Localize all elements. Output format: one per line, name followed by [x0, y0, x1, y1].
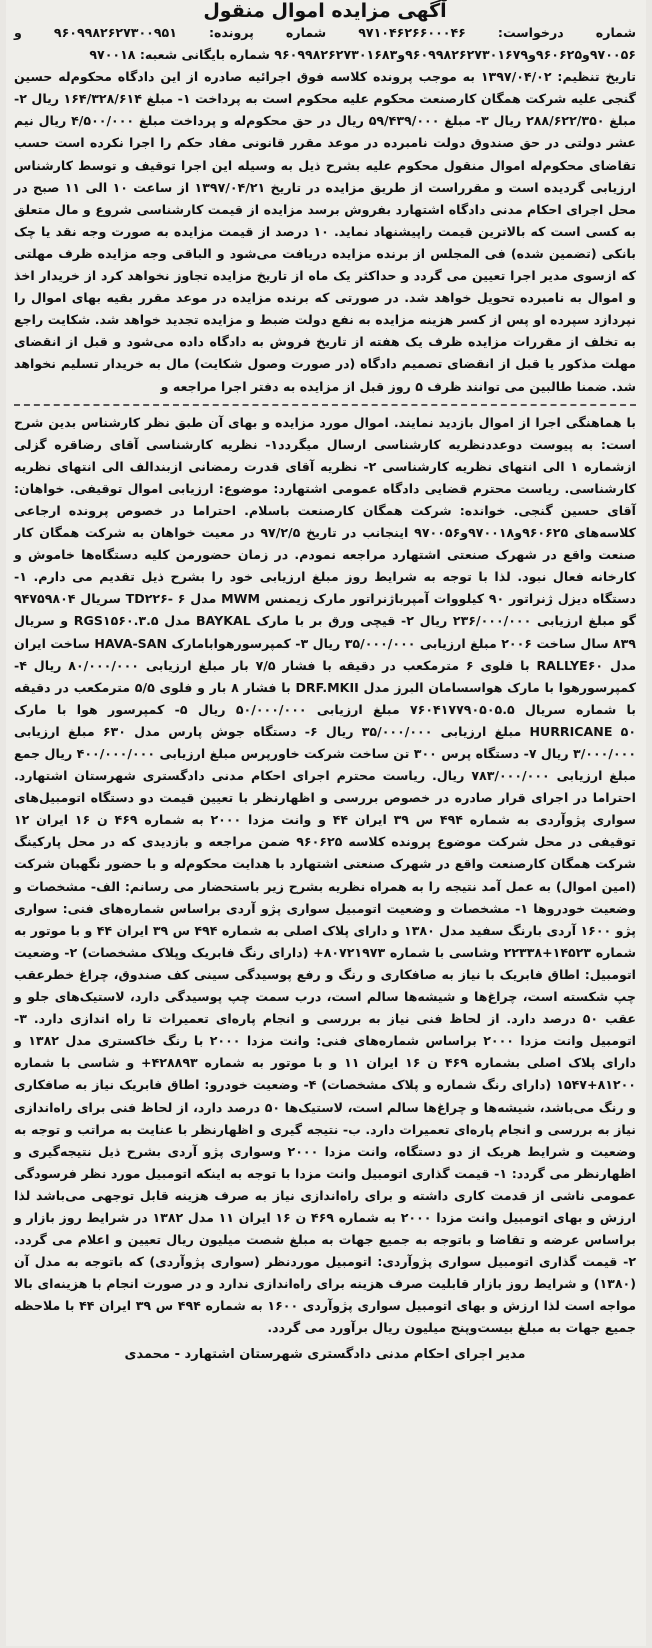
signature-line: مدیر اجرای احکام مدنی دادگستری شهرستان اشتهارد - محمدی — [124, 1346, 526, 1362]
notice-body-top — [14, 22, 636, 398]
case-number-line: شماره درخواست: ۹۷۱۰۴۶۲۶۶۰۰۰۴۶ شماره پرونده: ۹۶۰۹۹۸۲۶۲۷۳۰۰۹۵۱ و ۹۷۰۰۵۶و۹۶۰۶۲۵و۹۶۰۹۹۸۲۶۲۷۳۰۱۶۷۹و۹۶۰۹۹۸۲۶۲۷۳۰۱۶۸۳ شماره بایگانی شعبه: ۹۷۰۰۱۸ — [14, 25, 636, 63]
notice-sheet — [6, 0, 646, 1646]
expert-appraisal-paragraph: با هماهنگی اجرا از اموال بازدید نمایند. اموال مورد مزایده و بهای آن طبق نظر کارشناس بدین شرح است: به پیوست دوعددنظریه کارشناسی ارسال میگردد۱- نظریه کارشناسی آقای رضاقره گزلی ازشماره ۱ الی انتهای نظریه کارشناسی ۲- نظریه آقای قدرت رمضانی ازبندالف الی انتهای نظریه کارشناسی. ریاست محترم قضایی دادگاه عمومی اشتهارد: موضوع: ارزیابی اموال توقیفی. خواهان: آقای حسین گنجی. خوانده: شرکت همگان کارصنعت باسلام. احتراما در خصوص پرونده ارجاعی کلاسه‌های ۹۶۰۶۲۵و۹۷۰۰۱۸و۹۷۰۰۵۶ اینجانب در تاریخ ۹۷/۲/۵ در معیت خواهان به شرکت همگان کار صنعت واقع در شهرک صنعتی اشتهارد مراجعه نمودم. در زمان حضورمن کلیه دستگاه‌ها خاموش و کارخانه فعال نبود. لذا با توجه به شرایط روز مبلغ ارزیابی خود را بشرح ذیل تقدیم می دارم. ۱- دستگاه دیزل ژنراتور ۹۰ کیلووات آمپرباژنراتور مارک زیمنس MWM مدل TD۲۲۶- ۶ سریال ۹۴۷۵۹۸۰۴ گو مبلغ ارزیابی ۲۳۶/۰۰۰/۰۰۰ ریال ۲- قیچی ورق بر با مارک BAYKAL مدل RGS۱۵۶۰.۳.۵ و سریال ۸۳۹ سال ساخت ۲۰۰۶ مبلغ ارزیابی ۳۵/۰۰۰/۰۰۰ ریال ۳- کمپرسورهوابامارک HAVA-SAN ساخت ایران مدل RALLYE۶۰ با فلوی ۶ مترمکعب در دقیقه با فشار ۷/۵ بار مبلغ ارزیابی ۸۰/۰۰۰/۰۰۰ ریال ۴- کمپرسورهوا با مارک هواسسامان البرز مدل DRF.MKII با فشار ۸ بار و فلوی ۵/۵ مترمکعب در دقیقه با شماره سریال ۷۶۰۴۱۷۷۹۰۵۰۵.۵ مبلغ ارزیابی ۵۰/۰۰۰/۰۰۰ ریال ۵- کمپرسور هوا با مارک HURRICANE ۵۰ مبلغ ارزیابی ۳۵/۰۰۰/۰۰۰ ریال ۶- دستگاه جوش پارس مدل ۶۳۰ مبلغ ارزیابی ۳/۰۰۰/۰۰۰ ریال ۷- دستگاه پرس ۳۰۰ تن ساخت شرکت خاورپرس مبلغ ارزیابی ۴۰۰/۰۰۰/۰۰۰ ریال جمع مبلغ ارزیابی ۷۸۳/۰۰۰/۰۰۰ ریال. ریاست محترم اجرای احکام مدنی دادگستری شهرستان اشتهارد. احتراما در اجرای قرار صادره در خصوص بررسی و اظهارنظر با تعیین قیمت دو دستگاه اتومبیل‌های سواری پژوآردی به شماره ۴۹۴ س ۳۹ ایران ۴۴ و وانت مزدا ۲۰۰۰ به شماره ۴۶۹ ن ۱۶ ایران ۱۲ توقیفی در محل شرکت موضوع پرونده کلاسه ۹۶۰۶۲۵ ضمن مراجعه و بازدیدی که در محل پارکینگ شرکت همگان کارصنعت واقع در شهرک صنعتی اشتهارد با هدایت محکوم‌له و با حضور نگهبان شرکت (امین اموال) به عمل آمد نتیجه را به همراه نظریه بشرح زیر باستحضار می رسانم: الف- مشخصات و وضعیت خودروها ۱- مشخصات و وضعیت اتومبیل سواری پژو آردی براساس شماره‌های فنی: سواری پژو ۱۶۰۰ آردی بارنگ سفید مدل ۱۳۸۰ و دارای پلاک اصلی به شماره ۴۹۴ س ۳۹ ایران ۴۴ و با موتور به شماره ۱۴۵۲۳+۲۲۳۳۸ وشاسی با شماره ۸۰۷۲۱۹۷۳+ (دارای رنگ فابریک وپلاک مشخصات) ۲- وضعیت اتومبیل: اطاق فابریک با نیاز به صافکاری و رنگ و رفع پوسیدگی سینی کف صندوق، چراغ خطرعقب چپ شکسته است، چراغ‌ها و شیشه‌ها سالم است، درب سمت چپ پوسیدگی دارد، لاستیک‌های جلو و عقب ۵۰ درصد دارد. از لحاظ فنی نیاز به بررسی و انجام پاره‌ای تعمیرات تا راه اندازی دارد. ۳- اتومبیل وانت مزدا ۲۰۰۰ براساس شماره‌های فنی: وانت مزدا ۲۰۰۰ با رنگ خاکستری مدل ۱۳۸۲ و دارای پلاک اصلی بشماره ۴۶۹ ن ۱۶ ایران ۱۱ و با موتور به شماره ۴۲۸۸۹۳+ و شاسی با شماره ۸۱۲۰۰+۱۵۴۷ (دارای رنگ شماره و پلاک مشخصات) ۴- وضعیت خودرو: اطاق فابریک نیاز به صافکاری و رنگ می‌باشد، شیشه‌ها و چراغ‌ها سالم است، لاستیک‌ها ۵۰ درصد دارد، از لحاظ فنی برای راه‌اندازی نیاز به بررسی و انجام پاره‌ای تعمیرات دارد. ب- نتیجه گیری و اظهارنظر با عنایت به مراتب و توجه به وضعیت و شرایط هریک از دو دستگاه، وانت مزدا ۲۰۰۰ وسواری پژو آردی بشرح ذیل نتیجه‌گیری و اظهارنظر می گردد: ۱- قیمت گذاری اتومبیل وانت مزدا با توجه به اینکه اتومبیل مورد نظر فرسودگی عمومی ناشی از قدمت کاری داشته و برای راه‌اندازی نیاز به صرف هزینه قابل توجهی می‌باشد لذا ارزش و بهای اتومبیل وانت مزدا ۲۰۰۰ به شماره ۴۶۹ ن ۱۶ ایران ۱۱ مدل ۱۳۸۲ در شرایط روز بازار و براساس عرضه و تقاضا و باتوجه به جمیع جهات به مبلغ شصت میلیون ریال تعیین و اعلام می گردد. ۲- قیمت گذاری اتومبیل سواری پژوآردی: اتومبیل موردنظر (سواری پژوآردی) که باتوجه به مدل آن (۱۳۸۰) و شرایط روز بازار قابلیت صرف هزینه برای راه‌اندازی ندارد و در صورت انجام با هزینه‌ای بالا مواجه است لذا ارزش و بهای اتومبیل سواری پژوآردی ۱۶۰۰ به شماره ۴۹۴ س ۳۹ ایران ۴۴ با ملاحظه جمیع جهات به مبلغ بیست‌وپنج میلیون ریال برآورد می گردد. — [13, 414, 637, 1336]
auction-terms-paragraph: تاریخ تنظیم: ۱۳۹۷/۰۴/۰۲ به موجب پرونده کلاسه فوق اجرائیه صادره از این دادگاه محکوم‌له حسین گنجی علیه شرکت همگان کارصنعت محکوم علیه محکوم است به پرداخت ۱- مبلغ ۱۶۴/۳۲۸/۶۱۴ ریال ۲- مبلغ ۲۸۸/۶۲۲/۳۵۰ ریال ۳- مبلغ ۵۹/۴۳۹/۰۰۰ ریال در حق محکوم‌له و پرداخت مبلغ ۴/۵۰۰/۰۰۰ ریال نیم عشر دولتی در حق صندوق دولت نامبرده در موعد مقرر قانونی مفاد حکم را اجرا نکرده است حسب تقاضای محکوم‌له اموال منقول محکوم علیه بشرح ذیل به وسیله این اجرا توقیف و توسط کارشناس ارزیابی گردیده است و مقرراست از طریق مزایده در تاریخ ۱۳۹۷/۰۴/۲۱ از ساعت ۱۰ الی ۱۱ صبح در محل اجرای احکام مدنی دادگاه اشتهارد بفروش برسد مزایده از قیمت کارشناسی شروع و مال متعلق به کسی است که بالاترین قیمت راپیشنهاد نماید. ۱۰ درصد از قیمت مزایده به صورت وجه نقد یا چک بانکی (تضمین شده) فی المجلس از برنده مزایده دریافت می‌شود و الباقی وجه مزایده ظرف مهلتی که ازسوی مدیر اجرا تعیین می گردد و حداکثر یک ماه از تاریخ مزایده تجاوز نخواهد کرد از خریدار اخذ و اموال به نامبرده تحویل خواهد شد. در صورتی که برنده مزایده در موعد مقرر بقیه بهای اموال را نپردازد سپرده او پس از کسر هزینه مزایده به نفع دولت ضبط و مزایده تجدید خواهد شد. شکایت راجع به تخلف از مقررات مزایده ظرف یک هفته از تاریخ فروش به دادگاه داده می‌شود و قبل از انقضای مهلت مذکور یا قبل از انقضای تصمیم دادگاه (در صورت وصول شکایت) مال به خریدار تسلیم نخواهد شد. ضمنا طالبین می توانند ظرف ۵ روز قبل از مزایده به دفتر اجرا مراجعه و — [14, 69, 637, 394]
notice-body-bottom — [14, 412, 636, 1340]
section-divider — [14, 404, 636, 406]
notice-title: آگهی مزایده اموال منقول — [203, 0, 447, 22]
